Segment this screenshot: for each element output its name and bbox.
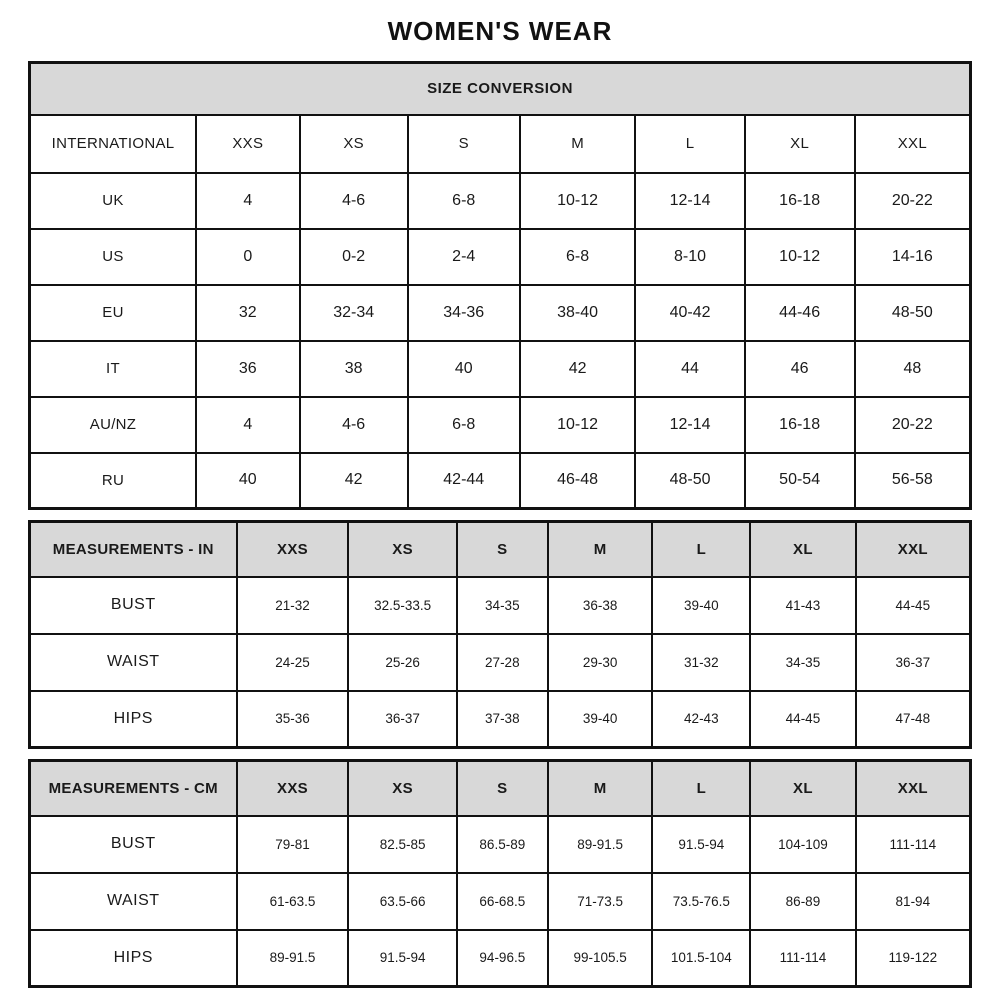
- table-row-us: [30, 229, 971, 285]
- measurements-cm-table: [28, 759, 972, 988]
- value-cell: 4: [196, 173, 300, 229]
- value-cell: 40-42: [635, 285, 744, 341]
- value-cell: 36-38: [548, 577, 652, 634]
- value-cell: 38: [300, 341, 408, 397]
- value-cell: 31-32: [652, 634, 750, 691]
- value-cell: 4-6: [300, 173, 408, 229]
- column-header-xxs: XXS: [196, 115, 300, 173]
- measurements-cm-header-row: [30, 761, 971, 816]
- column-header-m: M: [520, 115, 636, 173]
- value-cell: 34-35: [750, 634, 855, 691]
- size-conversion-banner-row: [30, 63, 971, 115]
- value-cell: 40: [408, 341, 520, 397]
- value-cell: 20-22: [855, 173, 971, 229]
- value-cell: 25-26: [348, 634, 456, 691]
- table-row-bust: [30, 816, 971, 873]
- value-cell: 50-54: [745, 453, 855, 509]
- table-row-waist: [30, 634, 971, 691]
- table-row-hips: [30, 691, 971, 748]
- value-cell: 39-40: [652, 577, 750, 634]
- value-cell: 44-45: [856, 577, 971, 634]
- value-cell: 46: [745, 341, 855, 397]
- value-cell: 86-89: [750, 873, 855, 930]
- column-header-international: INTERNATIONAL: [30, 115, 197, 173]
- value-cell: 35-36: [237, 691, 349, 748]
- column-header-m: M: [548, 761, 652, 816]
- value-cell: 61-63.5: [237, 873, 349, 930]
- value-cell: 12-14: [635, 173, 744, 229]
- row-label-it: IT: [30, 341, 197, 397]
- column-header-xl: XL: [745, 115, 855, 173]
- value-cell: 21-32: [237, 577, 349, 634]
- column-header-xxs: XXS: [237, 761, 349, 816]
- value-cell: 16-18: [745, 397, 855, 453]
- column-header-xxl: XXL: [856, 761, 971, 816]
- column-header-l: L: [652, 522, 750, 577]
- value-cell: 38-40: [520, 285, 636, 341]
- value-cell: 34-36: [408, 285, 520, 341]
- row-label-eu: EU: [30, 285, 197, 341]
- value-cell: 20-22: [855, 397, 971, 453]
- value-cell: 12-14: [635, 397, 744, 453]
- size-conversion-table: [28, 61, 972, 510]
- value-cell: 37-38: [457, 691, 548, 748]
- value-cell: 32.5-33.5: [348, 577, 456, 634]
- column-header-xl: XL: [750, 761, 855, 816]
- value-cell: 32: [196, 285, 300, 341]
- value-cell: 40: [196, 453, 300, 509]
- value-cell: 36-37: [856, 634, 971, 691]
- value-cell: 6-8: [520, 229, 636, 285]
- value-cell: 48-50: [635, 453, 744, 509]
- table-row-au-nz: [30, 397, 971, 453]
- value-cell: 89-91.5: [548, 816, 652, 873]
- value-cell: 81-94: [856, 873, 971, 930]
- value-cell: 101.5-104: [652, 930, 750, 987]
- value-cell: 10-12: [520, 173, 636, 229]
- value-cell: 14-16: [855, 229, 971, 285]
- row-label-au-nz: AU/NZ: [30, 397, 197, 453]
- value-cell: 24-25: [237, 634, 349, 691]
- value-cell: 82.5-85: [348, 816, 456, 873]
- value-cell: 119-122: [856, 930, 971, 987]
- table-row-uk: [30, 173, 971, 229]
- row-label-bust: BUST: [30, 816, 237, 873]
- value-cell: 44: [635, 341, 744, 397]
- value-cell: 34-35: [457, 577, 548, 634]
- value-cell: 10-12: [520, 397, 636, 453]
- value-cell: 32-34: [300, 285, 408, 341]
- value-cell: 10-12: [745, 229, 855, 285]
- value-cell: 66-68.5: [457, 873, 548, 930]
- row-label-us: US: [30, 229, 197, 285]
- value-cell: 79-81: [237, 816, 349, 873]
- measurements-in-table: [28, 520, 972, 749]
- column-header-measurements-cm: MEASUREMENTS - CM: [30, 761, 237, 816]
- value-cell: 63.5-66: [348, 873, 456, 930]
- value-cell: 6-8: [408, 397, 520, 453]
- value-cell: 48: [855, 341, 971, 397]
- value-cell: 44-46: [745, 285, 855, 341]
- value-cell: 56-58: [855, 453, 971, 509]
- value-cell: 6-8: [408, 173, 520, 229]
- column-header-xxl: XXL: [856, 522, 971, 577]
- value-cell: 46-48: [520, 453, 636, 509]
- value-cell: 104-109: [750, 816, 855, 873]
- value-cell: 36: [196, 341, 300, 397]
- value-cell: 91.5-94: [348, 930, 456, 987]
- column-header-s: S: [408, 115, 520, 173]
- value-cell: 99-105.5: [548, 930, 652, 987]
- value-cell: 36-37: [348, 691, 456, 748]
- row-label-waist: WAIST: [30, 873, 237, 930]
- value-cell: 42: [300, 453, 408, 509]
- value-cell: 111-114: [750, 930, 855, 987]
- row-label-hips: HIPS: [30, 691, 237, 748]
- size-conversion-column-header-row: [30, 115, 971, 173]
- value-cell: 29-30: [548, 634, 652, 691]
- value-cell: 73.5-76.5: [652, 873, 750, 930]
- value-cell: 16-18: [745, 173, 855, 229]
- page-title: WOMEN'S WEAR: [387, 16, 613, 46]
- table-row-bust: [30, 577, 971, 634]
- size-conversion-banner: SIZE CONVERSION: [30, 63, 971, 115]
- value-cell: 0: [196, 229, 300, 285]
- row-label-uk: UK: [30, 173, 197, 229]
- table-row-hips: [30, 930, 971, 987]
- column-header-m: M: [548, 522, 652, 577]
- value-cell: 94-96.5: [457, 930, 548, 987]
- row-label-waist: WAIST: [30, 634, 237, 691]
- value-cell: 4-6: [300, 397, 408, 453]
- column-header-s: S: [457, 761, 548, 816]
- value-cell: 27-28: [457, 634, 548, 691]
- value-cell: 44-45: [750, 691, 855, 748]
- value-cell: 42: [520, 341, 636, 397]
- row-label-ru: RU: [30, 453, 197, 509]
- column-header-s: S: [457, 522, 548, 577]
- table-row-ru: [30, 453, 971, 509]
- column-header-xxs: XXS: [237, 522, 349, 577]
- column-header-xs: XS: [348, 522, 456, 577]
- value-cell: 39-40: [548, 691, 652, 748]
- value-cell: 4: [196, 397, 300, 453]
- value-cell: 48-50: [855, 285, 971, 341]
- value-cell: 2-4: [408, 229, 520, 285]
- table-row-it: [30, 341, 971, 397]
- value-cell: 42-43: [652, 691, 750, 748]
- value-cell: 91.5-94: [652, 816, 750, 873]
- column-header-xs: XS: [348, 761, 456, 816]
- row-label-hips: HIPS: [30, 930, 237, 987]
- column-header-l: L: [635, 115, 744, 173]
- table-row-eu: [30, 285, 971, 341]
- value-cell: 89-91.5: [237, 930, 349, 987]
- column-header-l: L: [652, 761, 750, 816]
- value-cell: 41-43: [750, 577, 855, 634]
- value-cell: 71-73.5: [548, 873, 652, 930]
- column-header-xxl: XXL: [855, 115, 971, 173]
- value-cell: 111-114: [856, 816, 971, 873]
- value-cell: 86.5-89: [457, 816, 548, 873]
- value-cell: 8-10: [635, 229, 744, 285]
- column-header-measurements-in: MEASUREMENTS - IN: [30, 522, 237, 577]
- measurements-in-header-row: [30, 522, 971, 577]
- value-cell: 47-48: [856, 691, 971, 748]
- row-label-bust: BUST: [30, 577, 237, 634]
- column-header-xl: XL: [750, 522, 855, 577]
- table-row-waist: [30, 873, 971, 930]
- column-header-xs: XS: [300, 115, 408, 173]
- value-cell: 42-44: [408, 453, 520, 509]
- value-cell: 0-2: [300, 229, 408, 285]
